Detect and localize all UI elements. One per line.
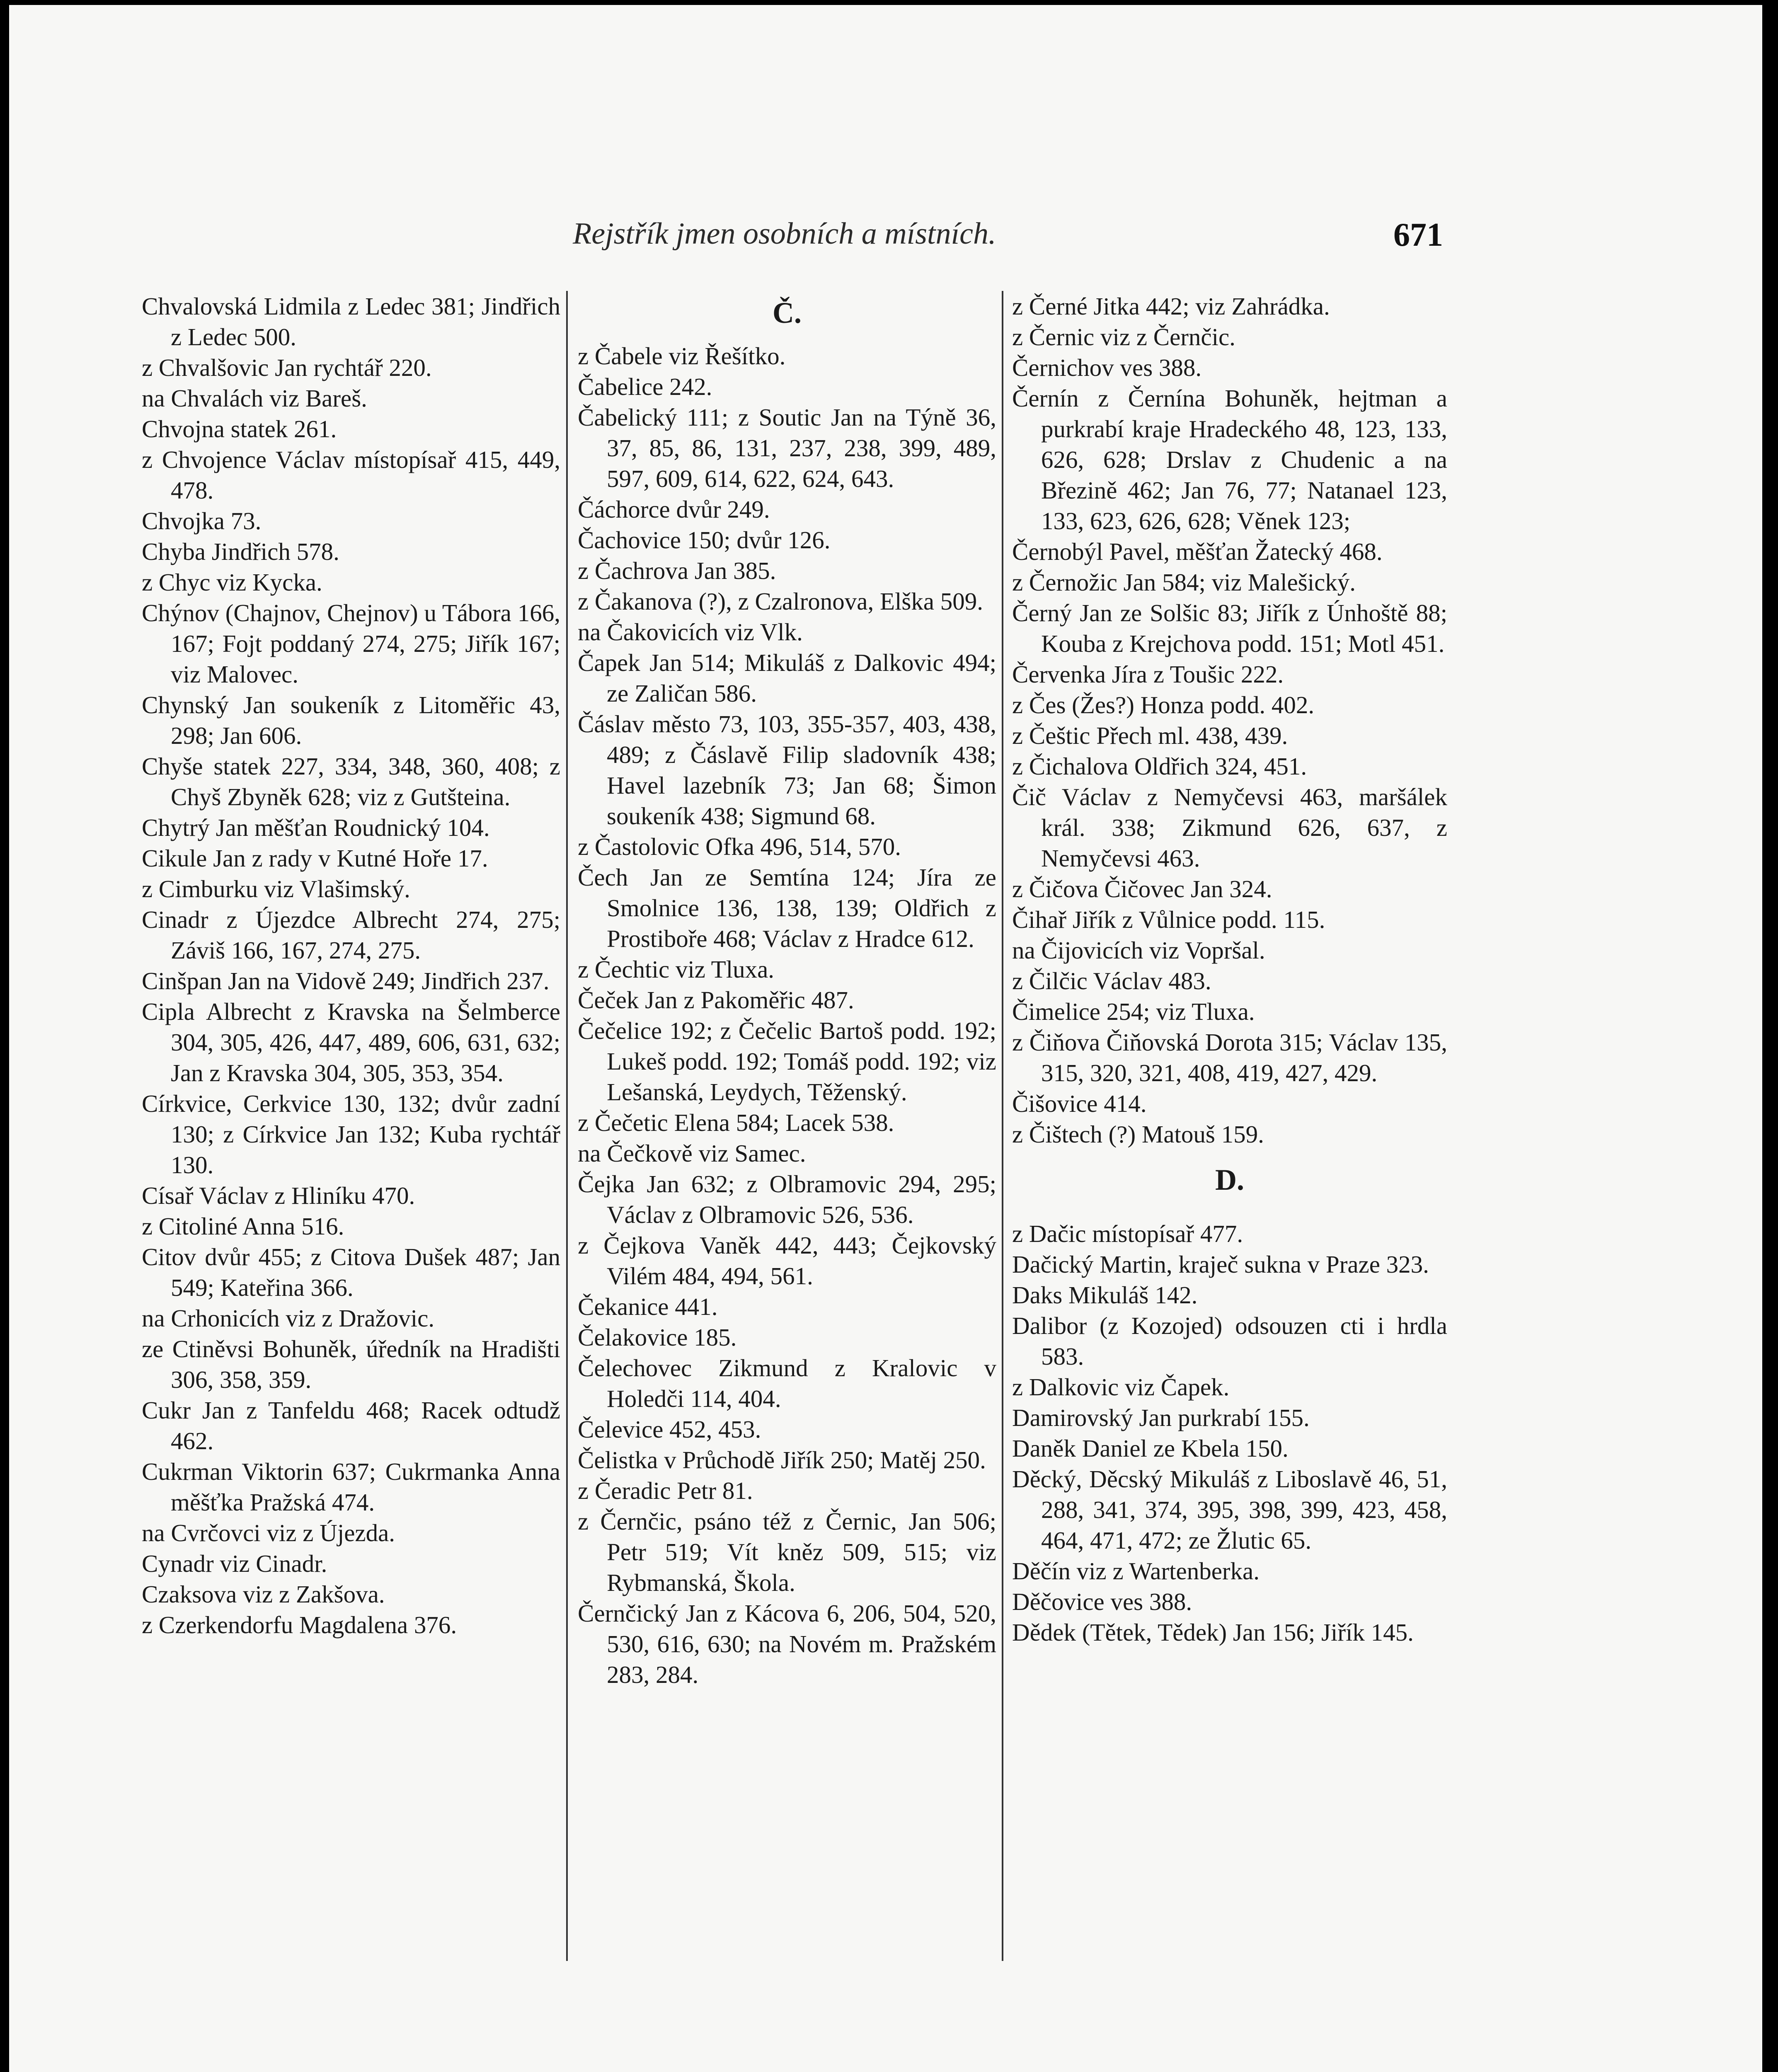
index-entry: Čimelice 254; viz Tluxa. [1012, 998, 1255, 1025]
page-number: 671 [1393, 217, 1443, 253]
index-entry: Cinšpan Jan na Vidově 249; Jindřich 237. [142, 967, 550, 995]
index-entry: z Čes (Žes?) Honza podd. 402. [1012, 691, 1315, 719]
index-entry: Čečelice 192; z Čečelic Bartoš podd. 192; Lukeš podd. 192; Tomáš podd. 192; viz Lešanská, Leydych, Těženský. [578, 1017, 996, 1106]
index-entry: z Čečetic Elena 584; Lacek 538. [578, 1109, 894, 1136]
index-entry: na Cvrčovci viz z Újezda. [142, 1519, 395, 1547]
index-entry: z Chyc viz Kycka. [142, 569, 322, 596]
index-entry: Čišovice 414. [1012, 1090, 1147, 1117]
index-entry: Děcký, Děcský Mikuláš z Liboslavě 46, 51, 288, 341, 374, 395, 398, 399, 423, 458, 464, 471, 472; ze Žlutic 65. [1012, 1465, 1447, 1554]
column-divider [566, 291, 568, 1961]
index-entry: z Čiňova Čiňovská Dorota 315; Václav 135, 315, 320, 321, 408, 419, 427, 429. [1012, 1029, 1447, 1087]
index-entry: Daněk Daniel ze Kbela 150. [1012, 1435, 1289, 1462]
index-entry: Černobýl Pavel, měšťan Žatecký 468. [1012, 538, 1383, 565]
index-entry: Cinadr z Újezdce Albrecht 274, 275; Záviš 166, 167, 274, 275. [142, 906, 560, 964]
index-entry: Cipla Albrecht z Kravska na Šelmberce 304, 305, 426, 447, 489, 606, 631, 632; Jan z Kravska 304, 305, 353, 354. [142, 998, 560, 1087]
index-entry: Cynadr viz Cinadr. [142, 1550, 327, 1577]
index-column-2 [578, 291, 996, 1690]
index-entry: z Čachrova Jan 385. [578, 557, 776, 584]
index-entry: z Češtic Přech ml. 438, 439. [1012, 722, 1288, 749]
index-entry: Čabelický 111; z Soutic Jan na Týně 36, 37, 85, 86, 131, 237, 238, 399, 489, 597, 609, 614, 622, 624, 643. [578, 404, 996, 492]
index-entry: z Citoliné Anna 516. [142, 1213, 344, 1240]
index-entry: Chyba Jindřich 578. [142, 538, 339, 565]
index-entry: Děčovice ves 388. [1012, 1588, 1192, 1615]
index-entry: na Chvalách viz Bareš. [142, 385, 367, 412]
index-entry: Děčín viz z Wartenberka. [1012, 1557, 1260, 1585]
index-entry: z Cimburku viz Vlašimský. [142, 875, 410, 903]
index-entry: Černichov ves 388. [1012, 354, 1202, 381]
index-entry: Dalibor (z Kozojed) odsouzen cti i hrdla 583. [1012, 1312, 1447, 1370]
index-entry: Čech Jan ze Semtína 124; Jíra ze Smolnice 136, 138, 139; Oldřich z Prostiboře 468; Václav z Hradce 612. [578, 864, 996, 952]
index-entry: Czaksova viz z Zakšova. [142, 1581, 385, 1608]
index-entry: Církvice, Cerkvice 130, 132; dvůr zadní 130; z Církvice Jan 132; Kuba rychtář 130. [142, 1090, 560, 1179]
index-entry: Cikule Jan z rady v Kutné Hoře 17. [142, 845, 488, 872]
index-entry: na Čečkově viz Samec. [578, 1140, 806, 1167]
index-entry: z Dalkovic viz Čapek. [1012, 1373, 1230, 1401]
index-entry: Čejka Jan 632; z Olbramovic 294, 295; Václav z Olbramovic 526, 536. [578, 1170, 996, 1228]
index-entry: Chynský Jan soukeník z Litoměřic 43, 298; Jan 606. [142, 691, 560, 749]
index-entry: Černín z Černína Bohuněk, hejtman a purkrabí kraje Hradeckého 48, 123, 133, 626, 628; Drslav z Chudenic a na Březině 462; Jan 76, 77; Natanael 123, 133, 623, 626, 628; Věnek 123; [1012, 385, 1447, 535]
index-entry: ze Ctiněvsi Bohuněk, úředník na Hradišti 306, 358, 359. [142, 1335, 560, 1393]
index-entry: z Černé Jitka 442; viz Zahrádka. [1012, 293, 1330, 320]
index-entry: Císař Václav z Hliníku 470. [142, 1182, 415, 1209]
index-entry: na Čakovicích viz Vlk. [578, 618, 803, 646]
index-entry: na Crhonicích viz z Dražovic. [142, 1305, 435, 1332]
index-entry: Čáslav město 73, 103, 355-357, 403, 438, 489; z Čáslavě Filip sladovník 438; Havel lazebník 73; Jan 68; Šimon soukeník 438; Sigmund 68. [578, 710, 996, 830]
index-entry: z Častolovic Ofka 496, 514, 570. [578, 833, 901, 860]
index-entry: z Čabele viz Řešítko. [578, 342, 786, 370]
index-entry: Čihař Jiřík z Vůlnice podd. 115. [1012, 906, 1325, 933]
index-entry: z Čichalova Oldřich 324, 451. [1012, 753, 1307, 780]
index-entry: Chvojna statek 261. [142, 415, 337, 443]
index-entry: z Dačic místopísař 477. [1012, 1220, 1243, 1247]
index-entry: Dačický Martin, kraječ sukna v Praze 323. [1012, 1251, 1429, 1278]
index-entry: z Chvojence Václav místopísař 415, 449, 478. [142, 446, 560, 504]
column-divider [1002, 291, 1003, 1961]
index-entry: Čáchorce dvůr 249. [578, 496, 770, 523]
index-entry: Čič Václav z Nemyčevsi 463, maršálek král. 338; Zikmund 626, 637, z Nemyčevsi 463. [1012, 783, 1447, 872]
index-entry: Čelakovice 185. [578, 1324, 737, 1351]
page-header [519, 216, 1443, 262]
index-entry: Čelechovec Zikmund z Kralovic v Holedči 114, 404. [578, 1354, 996, 1412]
index-entry: z Čakanova (?), z Czalronova, Elška 509. [578, 588, 983, 615]
index-entry: Chvojka 73. [142, 507, 262, 535]
index-entry: Chvalovská Lidmila z Ledec 381; Jindřich z Ledec 500. [142, 293, 560, 351]
index-entry: Čelistka v Průchodě Jiřík 250; Matěj 250. [578, 1446, 986, 1474]
index-entry: Čeček Jan z Pakoměřic 487. [578, 986, 854, 1014]
index-entry: z Čilčic Václav 483. [1012, 967, 1211, 995]
index-column-1 [142, 291, 560, 1640]
index-entry: z Černčic, psáno též z Černic, Jan 506; Petr 519; Vít kněz 509, 515; viz Rybmanská, Škola. [578, 1508, 996, 1596]
index-entry: Červenka Jíra z Toušic 222. [1012, 661, 1284, 688]
index-entry: Čachovice 150; dvůr 126. [578, 526, 831, 554]
index-entry: Černčický Jan z Kácova 6, 206, 504, 520, 530, 616, 630; na Novém m. Pražském 283, 284. [578, 1600, 996, 1688]
index-entry: Chýnov (Chajnov, Chejnov) u Tábora 166, 167; Fojt poddaný 274, 275; Jiřík 167; viz Malovec. [142, 599, 560, 688]
index-entry: Chytrý Jan měšťan Roudnický 104. [142, 814, 490, 841]
index-column-3 [1012, 291, 1447, 1648]
book-page [9, 5, 1762, 2072]
index-entry: Čabelice 242. [578, 373, 712, 400]
running-title: Rejstřík jmen osobních a místních. [573, 217, 996, 251]
index-entry: z Černožic Jan 584; viz Malešický. [1012, 569, 1356, 596]
index-entry: Černý Jan ze Solšic 83; Jiřík z Únhoště 88; Kouba z Krejchova podd. 151; Motl 451. [1012, 599, 1447, 657]
index-entry: z Chvalšovic Jan rychtář 220. [142, 354, 432, 381]
index-entry: z Czerkendorfu Magdalena 376. [142, 1611, 457, 1639]
index-entry: z Černic viz z Černčic. [1012, 323, 1235, 351]
index-entry: Damirovský Jan purkrabí 155. [1012, 1404, 1310, 1431]
index-entry: Cukr Jan z Tanfeldu 468; Racek odtudž 462. [142, 1397, 560, 1455]
index-entry: Dědek (Tětek, Tědek) Jan 156; Jiřík 145. [1012, 1619, 1414, 1646]
index-entry: Citov dvůr 455; z Citova Dušek 487; Jan 549; Kateřina 366. [142, 1243, 560, 1301]
index-entry: Čapek Jan 514; Mikuláš z Dalkovic 494; ze Zaličan 586. [578, 649, 996, 707]
index-entry: Čekanice 441. [578, 1293, 718, 1320]
index-entry: z Čištech (?) Matouš 159. [1012, 1121, 1264, 1148]
index-entry: z Čeradic Petr 81. [578, 1477, 753, 1504]
index-entry: z Čejkova Vaněk 442, 443; Čejkovský Vilém 484, 494, 561. [578, 1232, 996, 1290]
section-heading-d: D. [1215, 1163, 1244, 1196]
index-entry: Daks Mikuláš 142. [1012, 1281, 1198, 1309]
index-entry: z Čičova Čičovec Jan 324. [1012, 875, 1272, 903]
section-heading-c-caron: Č. [773, 296, 802, 329]
index-entry: Chyše statek 227, 334, 348, 360, 408; z Chyš Zbyněk 628; viz z Gutšteina. [142, 753, 560, 811]
index-entry: na Čijovicích viz Vopršal. [1012, 937, 1265, 964]
index-entry: Cukrman Viktorin 637; Cukrmanka Anna měšťka Pražská 474. [142, 1458, 560, 1516]
index-entry: Čelevice 452, 453. [578, 1416, 761, 1443]
index-entry: z Čechtic viz Tluxa. [578, 956, 775, 983]
